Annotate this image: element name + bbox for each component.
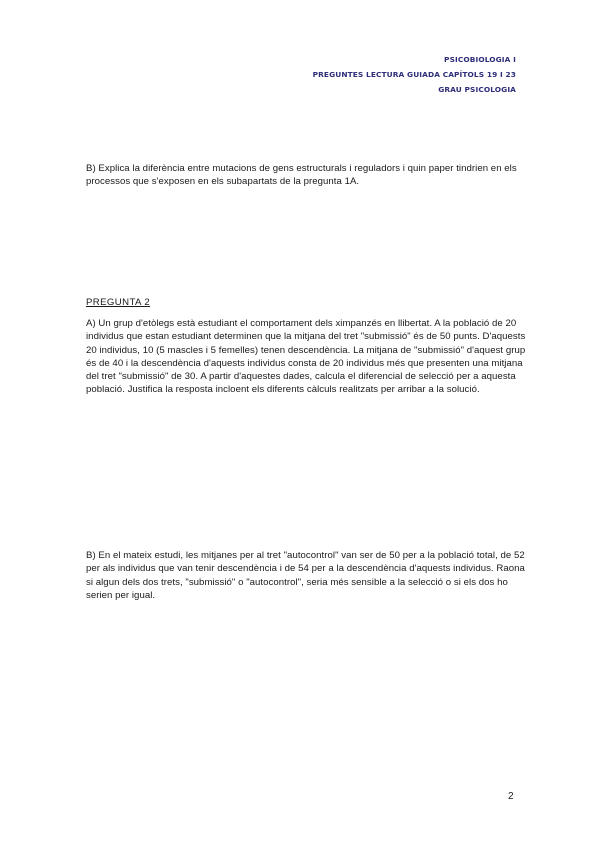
question-2-heading: PREGUNTA 2 <box>86 297 151 308</box>
header-subtitle: PREGUNTES LECTURA GUIADA CAPÍTOLS 19 I 23 <box>312 70 516 79</box>
header-degree: GRAU PSICOLOGIA <box>438 85 516 94</box>
header-course: PSICOBIOLOGIA I <box>444 55 516 64</box>
question-2b-text: B) En el mateix estudi, les mitjanes per al tret "autocontrol" van ser de 50 per a la població total, de 52 per als individus que van tenir descendència i de 54 per a la descendència d'aquests individus. Raona si algun dels dos trets, "submissió" o "autocontrol", seria més sensible a la selecció o si els dos ho serien per igual. <box>86 550 525 601</box>
page-header <box>313 52 516 97</box>
page-number: 2 <box>508 791 514 802</box>
question-2a-text: A) Un grup d'etòlegs està estudiant el comportament dels ximpanzés en llibertat. A la població de 20 individus que estan estudiant determinen que la mitjana del tret "submissió" és de 50 punts. D'aquests 20 individus, 10 (5 mascles i 5 femelles) tenen descendència. La mitjana de "submissió" d'aquest grup és de 40 i la descendència d'aquests individus consta de 20 individus més que presenten una mitjana del tret "submissió" de 30. A partir d'aquestes dades, calcula el diferencial de selecció per a aquesta població. Justifica la resposta incloent els diferents càlculs realitzats per arribar a la solució. <box>86 318 526 396</box>
question-1b-text: B) Explica la diferència entre mutacions de gens estructurals i reguladors i quin paper tindrien en els processos que s'exposen en els subapartats de la pregunta 1A. <box>86 163 517 188</box>
